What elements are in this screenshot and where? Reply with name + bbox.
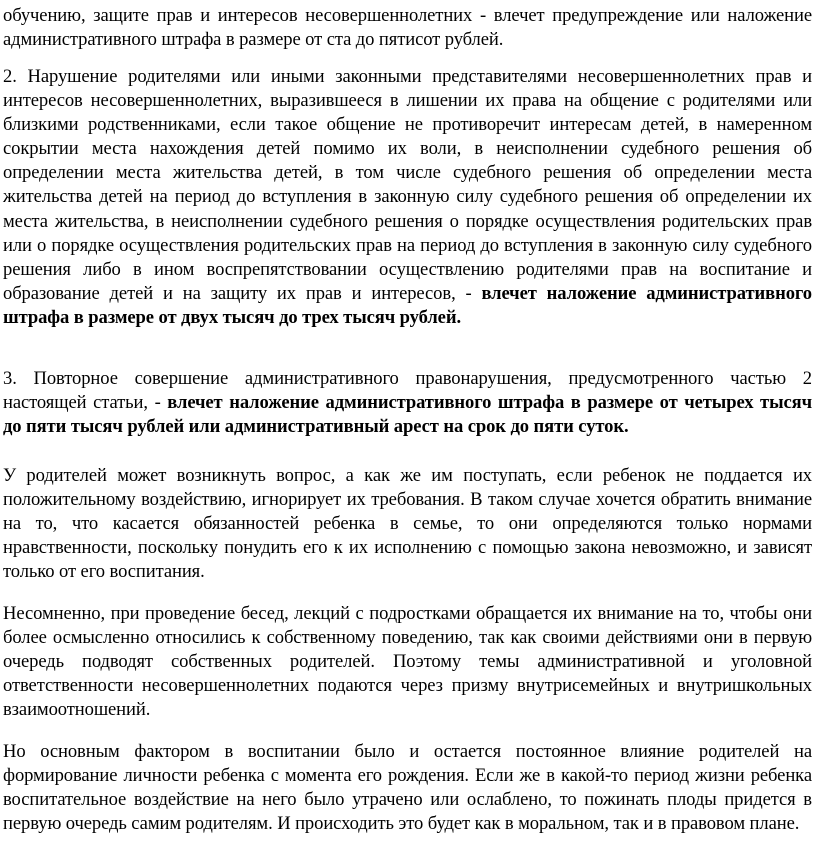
paragraph-6 — [3, 740, 812, 836]
paragraph-5 — [3, 602, 812, 722]
paragraph-3-text: 3. Повторное совершение административного правонарушения, предусмотренного частью 2 настоящей статьи, - — [3, 368, 812, 414]
paragraph-2-bold-penalty: влечет наложение административного штрафа в размере от двух тысяч до трех тысяч рублей. — [3, 282, 812, 328]
paragraph-1-text: обучению, защите прав и интересов несовершеннолетних - влечет предупреждение или наложение административного штрафа в размере от ста до пятисот рублей. — [3, 5, 812, 51]
paragraph-3 — [3, 367, 812, 439]
paragraph-2 — [3, 65, 812, 330]
paragraph-5-text: Несомненно, при проведение бесед, лекций с подростками обращается их внимание на то, чтобы они более осмысленно относились к собственному поведению, так как своими действиями они в первую очередь подводят собственных родителей. Поэтому темы административной и уголовной ответственности несовершеннолетних подаются через призму внутрисемейных и внутришкольных взаимоотношений. — [3, 603, 812, 721]
paragraph-3-bold-penalty: влечет наложение административного штрафа в размере от четырех тысяч до пяти тысяч рублей или административный арест на срок до пяти суток. — [3, 392, 813, 438]
paragraph-6-text: Но основным фактором в воспитании было и остается постоянное влияние родителей на формирование личности ребенка с момента его рождения. Если же в какой-то период жизни ребенка воспитательное воздействие на него было утрачено или ослаблено, то пожинать плоды придется в первую очередь самим родителям. И происходить это будет как в моральном, так и в правовом плане. — [3, 741, 812, 835]
paragraph-4 — [3, 464, 812, 584]
paragraph-2-text: 2. Нарушение родителями или иными законными представителями несовершеннолетних прав и интересов несовершеннолетних, выразившееся в лишении их права на общение с родителями или близкими родственниками, если такое общение не противоречит интересам детей, в намеренном сокрытии места нахождения детей помимо их воли, в неисполнении судебного решения об определении места жительства детей, в том числе судебного решения об определении места жительства детей на период до вступления в законную силу судебного решения об определении их места жительства, в неисполнении судебного решения о порядке осуществления родительских прав или о порядке осуществления родительских прав на период до вступления в законную силу судебного решения либо в ином воспрепятствовании осуществлению родителями прав на воспитание и образование детей и на защиту их прав и интересов, - — [3, 66, 812, 304]
paragraph-4-text: У родителей может возникнуть вопрос, а как же им поступать, если ребенок не поддается их положительному воздействию, игнорирует их требования. В таком случае хочется обратить внимание на то, что касается обязанностей ребенка в семье, то они определяются только нормами нравственности, поскольку понудить его к их исполнению с помощью закона невозможно, и зависят только от его воспитания. — [3, 465, 812, 583]
paragraph-1 — [3, 4, 812, 52]
